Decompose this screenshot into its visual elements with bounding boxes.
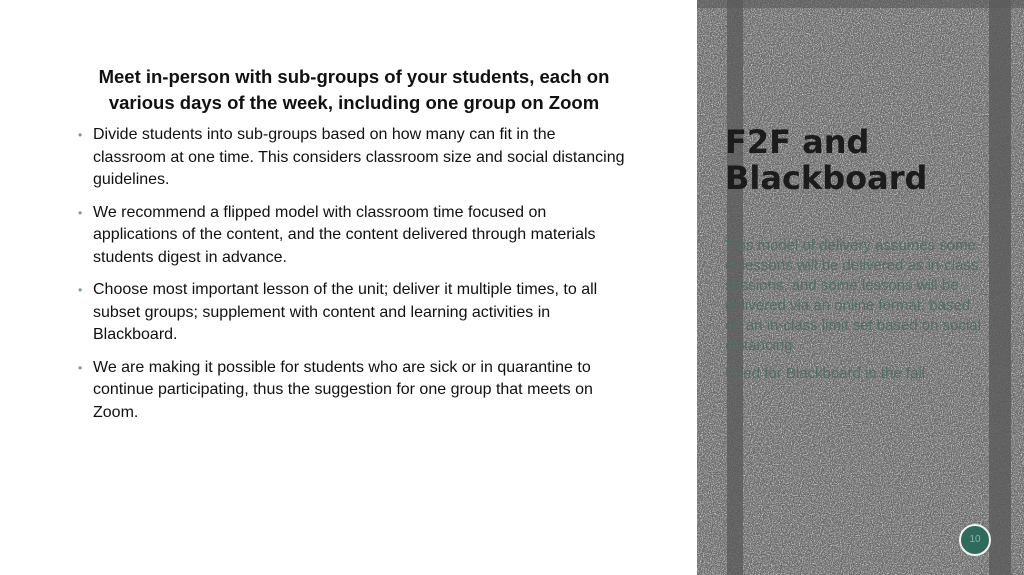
panel-paragraph: Used for Blackboard in the fall (725, 365, 926, 382)
bullet-dot-icon: • (78, 205, 83, 220)
bullet-dot-icon: • (78, 283, 83, 297)
panel-body (725, 236, 983, 392)
bullet-item (78, 202, 630, 270)
slide-heading: Meet in-person with sub-groups of your students, each on various days of the week, including one group on Zoom (98, 66, 610, 113)
bullet-item (78, 124, 630, 192)
bullet-item (78, 279, 630, 347)
bullet-dot-icon: • (78, 360, 83, 375)
bullet-text: Divide students into sub-groups based on how many can fit in the classroom at one time. This considers classroom size and social distancing guidelines. (93, 126, 625, 188)
bullet-text: We are making it possible for students who are sick or in quarantine to continue participating, thus the suggestion for one group that meets on Zoom. (93, 358, 593, 421)
bullet-dot-icon: • (78, 128, 83, 142)
page-number-badge: 10 (959, 524, 991, 556)
bullet-item (78, 357, 630, 425)
bullet-text: Choose most important lesson of the unit; deliver it multiple times, to all subset groups; supplement with content and learning activities in Blackboard. (93, 281, 598, 343)
bullet-text: We recommend a flipped model with classroom time focused on applications of the content, and the content delivered through materials students digest in advance. (93, 203, 596, 266)
content-area (78, 64, 630, 434)
side-panel (697, 0, 1024, 575)
panel-paragraph: This model of delivery assumes some of lessons will be delivered as in-class sessions, and some lessons will be delivered via an online format, based on an in-class limit set based on social distancing (725, 237, 981, 354)
panel-title: F2F and Blackboard (725, 123, 928, 197)
bullet-list (78, 124, 630, 424)
